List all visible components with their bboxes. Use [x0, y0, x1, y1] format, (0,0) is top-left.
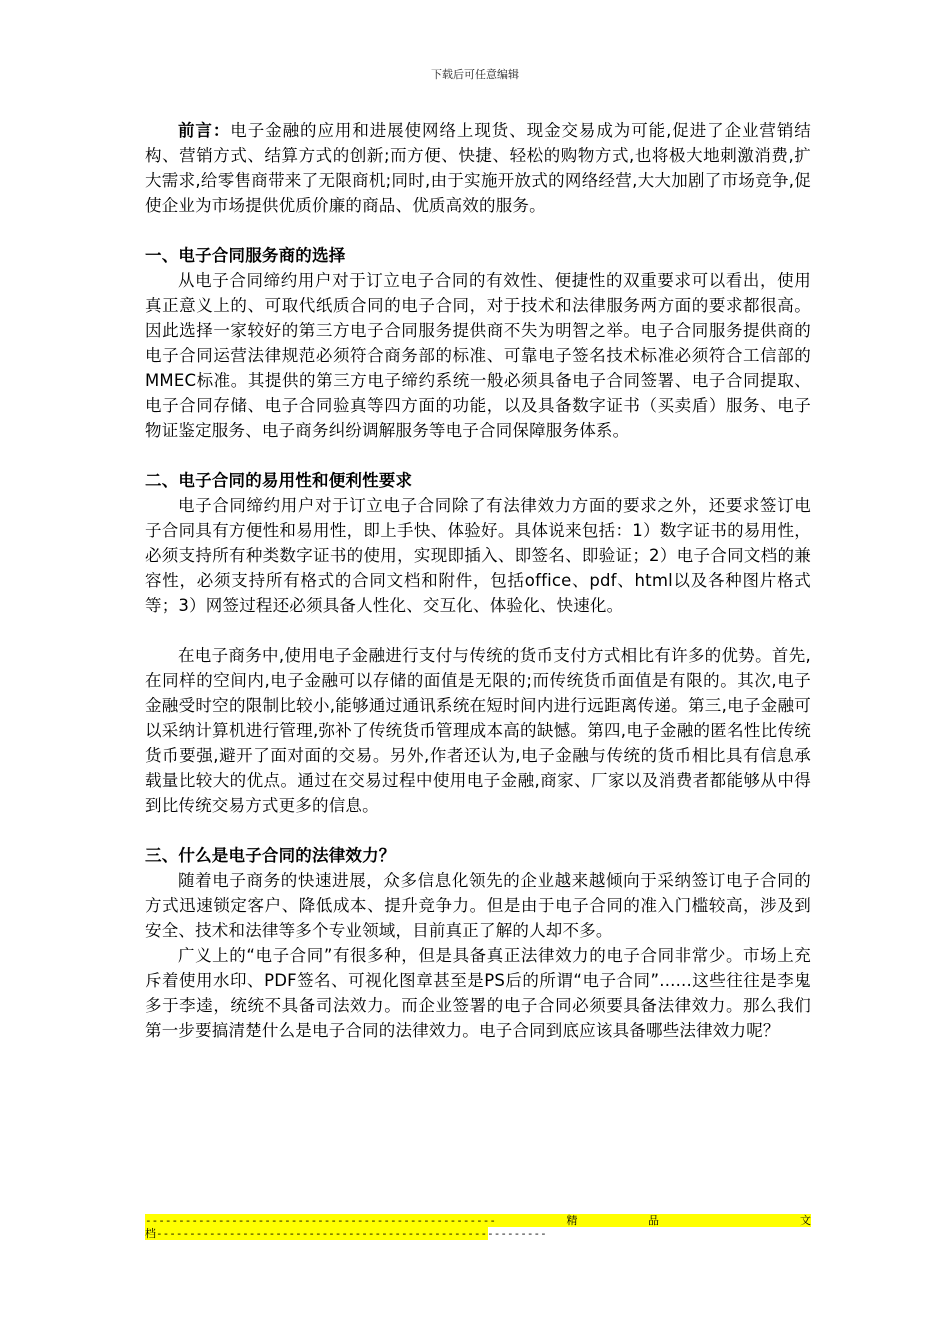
section-2-paragraph-1: 电子合同缔约用户对于订立电子合同除了有法律效力方面的要求之外，还要求签订电子合同具有方便性和易用性，即上手快、体验好。具体说来包括：1）数字证书的易用性，必须支持所有种类数字证书的使用，实现即插入、即签名、即验证；2）电子合同文档的兼容性，必须支持所有格式的合同文档和附件，包括office、pdf、html以及各种图片格式等；3）网签过程还必须具备人性化、交互化、体验化、快速化。 [145, 496, 811, 615]
footer-word-3: 文 [800, 1214, 811, 1227]
footer-dashes: ----------------------------------------------------- [145, 1214, 496, 1227]
page-header-note: 下载后可任意编辑 [431, 68, 519, 81]
section-2-title: 二、电子合同的易用性和便利性要求 [145, 471, 413, 490]
footer-word-2: 品 [648, 1214, 659, 1227]
spacer [145, 618, 811, 643]
section-3-paragraph-1: 随着电子商务的快速进展，众多信息化领先的企业越来越倾向于采纳签订电子合同的方式迅速锁定客户、降低成本、提升竞争力。但是由于电子合同的准入门槛较高，涉及到安全、技术和法律等多个专业领域，目前真正了解的人却不多。 [145, 871, 811, 940]
section-1-paragraph-1: 从电子合同缔约用户对于订立电子合同的有效性、便捷性的双重要求可以看出，使用真正意义上的、可取代纸质合同的电子合同，对于技术和法律服务两方面的要求都很高。因此选择一家较好的第三方电子合同服务提供商不失为明智之举。电子合同服务提供商的电子合同运营法律规范必须符合商务部的标准、可靠电子签名技术标准必须符合工信部的MMEC标准。其提供的第三方电子缔约系统一般必须具备电子合同签署、电子合同提取、电子合同存储、电子合同验真等四方面的功能，以及具备数字证书（买卖盾）服务、电子物证鉴定服务、电子商务纠纷调解服务等电子合同保障服务体系。 [145, 271, 811, 440]
page-footer-banner [145, 1214, 811, 1240]
document-body [145, 118, 811, 1043]
spacer [145, 818, 811, 843]
spacer [145, 443, 811, 468]
section-3-paragraph-2: 广义上的“电子合同”有很多种，但是具备真正法律效力的电子合同非常少。市场上充斥着使用水印、PDF签名、可视化图章甚至是PS后的所谓“电子合同”......这些往往是李鬼多于李逵，统统不具备司法效力。而企业签署的电子合同必须要具备法律效力。那么我们第一步要搞清楚什么是电子合同的法律效力。电子合同到底应该具备哪些法律效力呢？ [145, 946, 811, 1040]
footer-line-2: 档----------------------------------------------------------- [145, 1227, 547, 1240]
intro-lead: 前言： [178, 121, 231, 140]
section-3-title: 三、什么是电子合同的法律效力？ [145, 846, 396, 865]
intro-paragraph [145, 118, 811, 218]
footer-line-1 [145, 1214, 811, 1227]
spacer [145, 218, 811, 243]
section-2-paragraph-2: 在电子商务中,使用电子金融进行支付与传统的货币支付方式相比有许多的优势。首先,在同样的空间内,电子金融可以存储的面值是无限的;而传统货币面值是有限的。其次,电子金融受时空的限制比较小,能够通过通讯系统在短时间内进行远距离传递。第三,电子金融可以采纳计算机进行管理,弥补了传统货币管理成本高的缺憾。第四,电子金融的匿名性比传统货币要强,避开了面对面的交易。另外,作者还认为,电子金融与传统的货币相比具有信息承载量比较大的优点。通过在交易过程中使用电子金融,商家、厂家以及消费者都能够从中得到比传统交易方式更多的信息。 [145, 646, 811, 815]
section-1-title: 一、电子合同服务商的选择 [145, 246, 346, 265]
intro-text: 电子金融的应用和进展使网络上现货、现金交易成为可能,促进了企业营销结构、营销方式、结算方式的创新;而方便、快捷、轻松的购物方式,也将极大地刺激消费,扩大需求,给零售商带来了无限商机;同时,由于实施开放式的网络经营,大大加剧了市场竞争,促使企业为市场提供优质价廉的商品、优质高效的服务。 [145, 121, 811, 215]
footer-word-1: 精 [566, 1214, 578, 1227]
